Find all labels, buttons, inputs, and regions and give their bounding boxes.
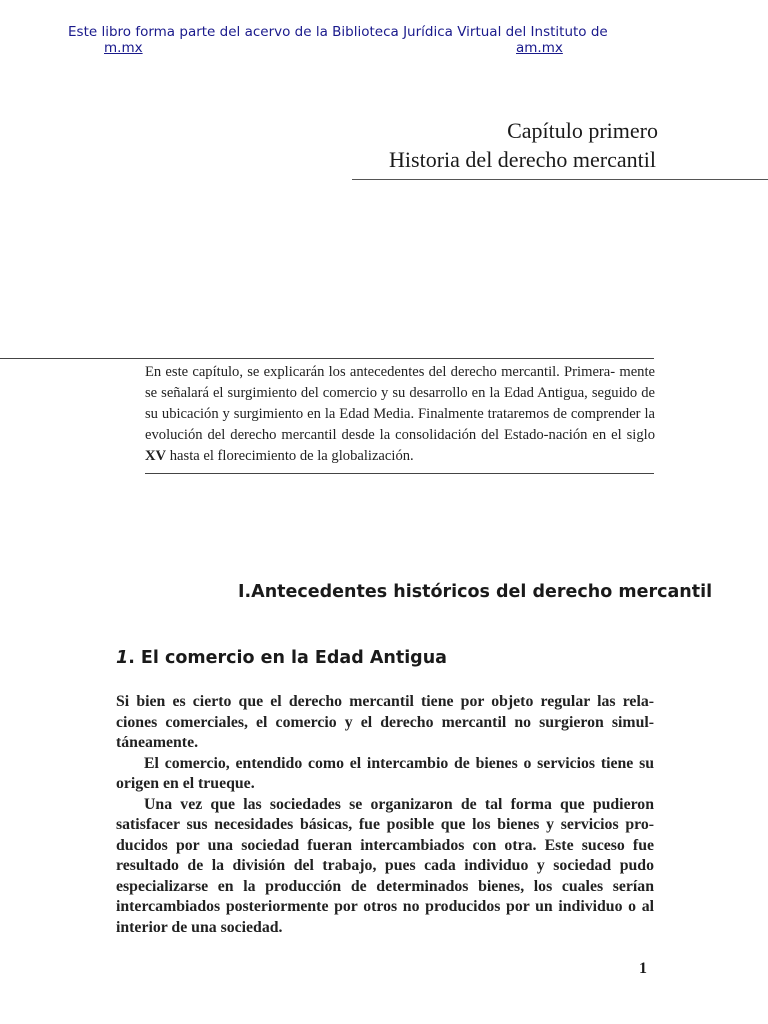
page-number: 1 <box>639 960 647 977</box>
subsection-title: . El comercio en la Edad Antigua <box>128 648 447 668</box>
paragraph: El comercio, entendido como el intercambio de bienes o servicios tiene su origen en el trueque. <box>116 754 654 792</box>
abstract-text-end: hasta el florecimiento de la globalización. <box>166 448 414 464</box>
chapter-label: Capítulo primero <box>507 118 658 143</box>
abstract-bottom-divider <box>145 473 654 474</box>
subsection-heading <box>116 648 447 668</box>
body-text <box>116 692 654 938</box>
website-link-left[interactable]: m.mx <box>104 40 143 56</box>
abstract-text-start: En este capítulo, se explicarán los antecedentes del derecho mercantil. Primera- mente se señalará el surgimiento del comercio y su desarrollo en la Edad Antigua, seguido de su ubicación y surgimiento en la Edad Media. Finalmente trataremos de comprender la evolución del derecho mercantil desde la consolidación del Estado-nación en el siglo <box>145 364 655 443</box>
abstract-top-divider <box>0 358 654 359</box>
header-links <box>0 40 768 58</box>
paragraph: Una vez que las sociedades se organizaron de tal forma que pudieron satisfacer sus necesidades básicas, fue posible que los bienes y servicios pro- ducidos por una sociedad fueran intercambiados con otra. Este suceso fue resultado de la división del trabajo, pues cada individuo y sociedad pudo especializarse en la producción de determinados bienes, los cuales serían intercambiados posteriormente por otros no producidos por un individuo o al interior de una sociedad. <box>116 795 654 936</box>
subsection-number: 1 <box>116 648 129 668</box>
paragraph: Si bien es cierto que el derecho mercantil tiene por objeto regular las rela- ciones comerciales, el comercio y el derecho mercantil no surgieron simul- táneamente. <box>116 693 654 751</box>
library-notice: Este libro forma parte del acervo de la Biblioteca Jurídica Virtual del Instituto de <box>68 24 608 40</box>
section-heading: I.Antecedentes históricos del derecho mercantil <box>238 582 713 602</box>
chapter-divider <box>352 179 768 180</box>
website-link-right[interactable]: am.mx <box>516 40 563 56</box>
abstract-century: XV <box>145 448 167 464</box>
chapter-title: Historia del derecho mercantil <box>389 147 656 172</box>
chapter-abstract <box>145 362 655 467</box>
